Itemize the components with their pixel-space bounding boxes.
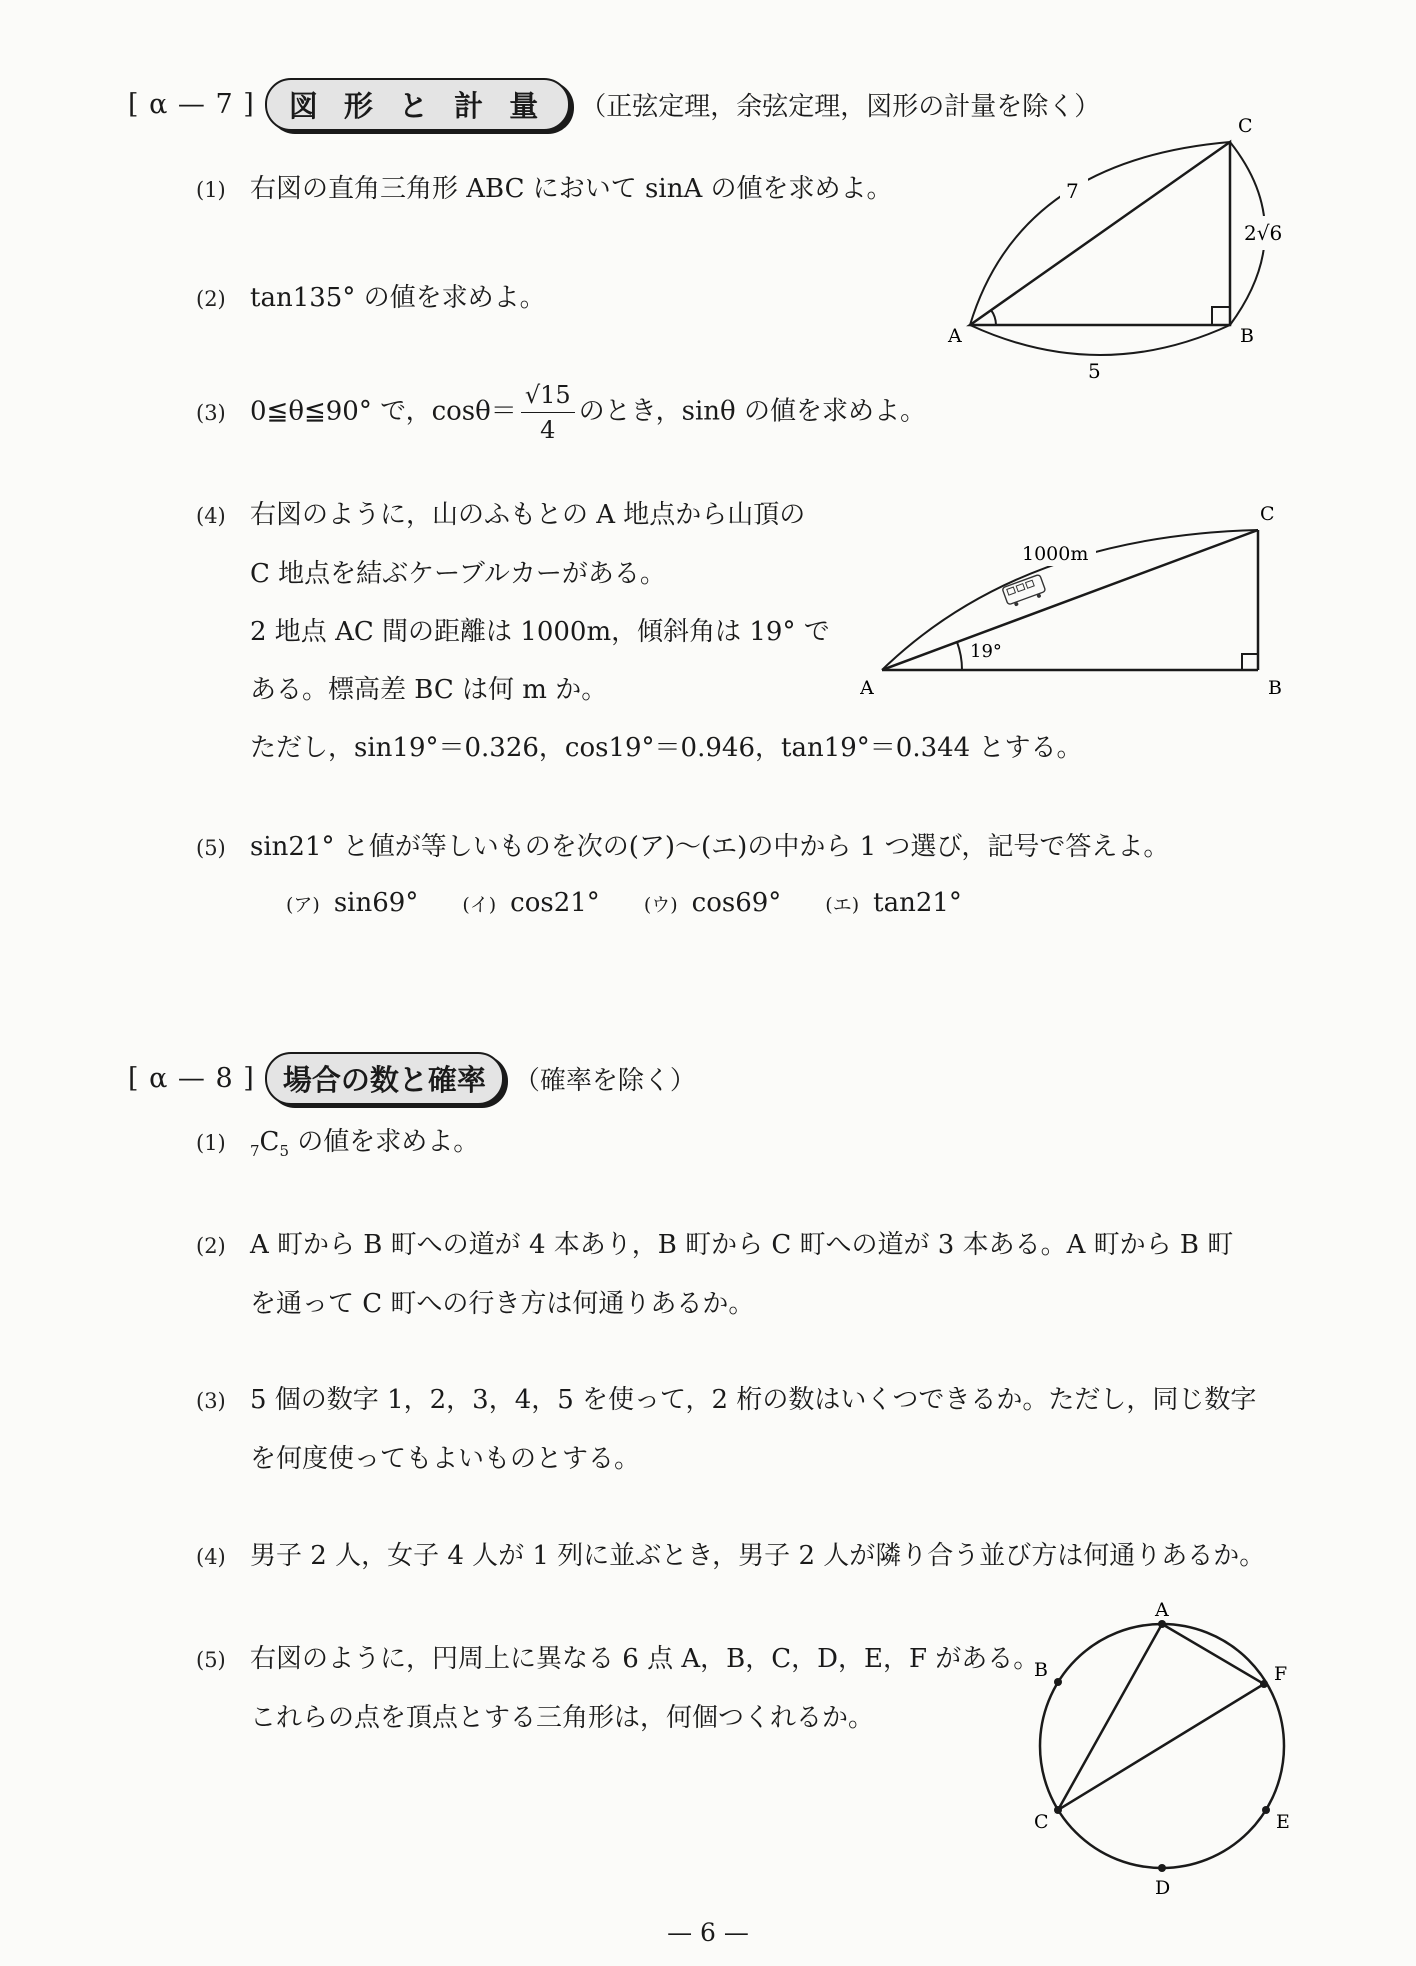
- vertex-c-label: C: [1260, 503, 1275, 525]
- angle-label: 19°: [970, 641, 1002, 662]
- circle-six-points-figure: [1020, 1600, 1320, 1900]
- base-brace: [970, 325, 1230, 355]
- question-text: 男子 2 人，女子 4 人が 1 列に並ぶとき，男子 2 人が隣り合う並び方は何通りあるか。: [250, 1541, 1266, 1571]
- question-text-line3: 2 地点 AC 間の距離は 1000m，傾斜角は 19° で: [250, 617, 830, 647]
- section8-header: [128, 1052, 696, 1105]
- question-number: (2): [196, 287, 226, 311]
- angle-a-arc: [991, 310, 996, 325]
- triangle-acf: [1058, 1624, 1264, 1810]
- section7-title: 図 形 と 計 量: [265, 78, 570, 131]
- s7-question-5: [196, 818, 1169, 877]
- fraction-denominator: 4: [540, 416, 556, 444]
- cable-car-icon: [1002, 574, 1047, 608]
- question-number: (3): [196, 400, 226, 425]
- question-text: 右図の直角三角形 ABC において sinA の値を求めよ。: [250, 174, 893, 204]
- vertex-a-label: A: [860, 677, 874, 699]
- vertex-a-label: A: [948, 325, 962, 347]
- section8-note: （確率を除く）: [513, 1066, 696, 1096]
- question-text-post: のとき，sinθ の値を求めよ。: [578, 396, 926, 427]
- point-c: [1054, 1806, 1062, 1814]
- cable-car-figure: [860, 496, 1300, 706]
- combination-n: 7: [250, 1142, 260, 1161]
- right-triangle-figure: [940, 110, 1300, 390]
- question-text-line1: A 町から B 町への道が 4 本あり，B 町から C 町への道が 3 本ある。A 町から B 町: [250, 1230, 1234, 1260]
- s7-question-1: [196, 160, 893, 219]
- incline-angle-arc: [957, 642, 962, 670]
- point-a: [1158, 1620, 1166, 1628]
- s8-question-1: [196, 1113, 479, 1180]
- question-number: (2): [196, 1234, 226, 1258]
- point-d-label: D: [1155, 1877, 1171, 1899]
- question-text-line2: を通って C 町への行き方は何通りあるか。: [250, 1289, 755, 1319]
- question-text-line2: これらの点を頂点とする三角形は，何個つくれるか。: [250, 1703, 875, 1733]
- point-e: [1262, 1806, 1270, 1814]
- point-b-label: B: [1034, 1659, 1048, 1681]
- section8-label: [ α — 8 ]: [128, 1063, 255, 1094]
- point-b: [1054, 1678, 1062, 1686]
- base-length: 5: [1088, 359, 1101, 383]
- fraction-numerator: √15: [521, 378, 575, 413]
- question-number: (3): [196, 1389, 226, 1413]
- section8-title: 場合の数と確率: [265, 1052, 504, 1105]
- combination-symbol: C: [259, 1127, 280, 1157]
- choice-e: (エ) tan21°: [825, 888, 962, 918]
- s8-question-4: [196, 1527, 1265, 1586]
- combination-r: 5: [279, 1142, 289, 1161]
- s7-q5-choices: [286, 888, 1006, 918]
- right-angle-mark: [1242, 654, 1258, 670]
- vertex-b-label: B: [1268, 677, 1282, 699]
- question-text: の値を求めよ。: [289, 1127, 480, 1157]
- question-text-line4: ある。標高差 BC は何 m か。: [250, 675, 608, 705]
- hypotenuse-length: 7: [1066, 179, 1079, 203]
- point-f-label: F: [1274, 1663, 1288, 1685]
- triangle-abc: [970, 142, 1230, 325]
- question-text-line2: を何度使ってもよいものとする。: [250, 1444, 641, 1474]
- section7-label: [ α — 7 ]: [128, 89, 255, 120]
- point-c-label: C: [1034, 1811, 1049, 1833]
- choice-u: (ウ) cos69°: [643, 888, 782, 918]
- right-angle-mark: [1212, 307, 1230, 325]
- question-text-line1: 右図のように，山のふもとの A 地点から山頂の: [250, 500, 806, 530]
- choice-a: (ア) sin69°: [286, 888, 419, 918]
- question-number: (4): [196, 1545, 226, 1569]
- question-text-line2: C 地点を結ぶケーブルカーがある。: [250, 559, 666, 589]
- question-text-line1: 右図のように，円周上に異なる 6 点 A，B，C，D，E，F がある。: [250, 1644, 1040, 1674]
- vertex-b-label: B: [1240, 325, 1254, 347]
- question-number: (4): [196, 504, 226, 528]
- point-f: [1260, 1680, 1268, 1688]
- point-d: [1158, 1864, 1166, 1872]
- vertex-c-label: C: [1238, 115, 1253, 137]
- question-text-line1: 5 個の数字 1，2，3，4，5 を使って，2 桁の数はいくつできるか。ただし，同じ数字: [250, 1385, 1257, 1415]
- s7-question-2: [196, 269, 546, 328]
- s8-question-3: [196, 1371, 1256, 1488]
- fraction: [521, 378, 575, 447]
- s7-question-3: [196, 378, 926, 447]
- s8-question-5: [196, 1630, 1039, 1747]
- question-number: (1): [196, 1131, 226, 1155]
- distance-label: 1000m: [1022, 543, 1089, 565]
- question-number: (5): [196, 836, 226, 860]
- page-number: — 6 —: [667, 1918, 749, 1947]
- s8-question-2: [196, 1216, 1233, 1333]
- point-e-label: E: [1276, 1811, 1290, 1833]
- question-number: (5): [196, 1648, 226, 1672]
- question-text-pre: 0≦θ≦90° で，cosθ＝: [250, 396, 517, 427]
- point-a-label: A: [1155, 1600, 1169, 1621]
- choice-i: (イ) cos21°: [462, 888, 600, 918]
- question-number: (1): [196, 178, 226, 202]
- question-text: tan135° の値を求めよ。: [250, 283, 546, 313]
- section7-note: （正弦定理，余弦定理，図形の計量を除く）: [580, 92, 1101, 122]
- side-length: 2√6: [1244, 221, 1283, 245]
- question-text-line5: ただし，sin19°＝0.326，cos19°＝0.946，tan19°＝0.344 とする。: [250, 733, 1083, 763]
- question-text: sin21° と値が等しいものを次の(ア)～(エ)の中から 1 つ選び，記号で答えよ。: [250, 832, 1170, 862]
